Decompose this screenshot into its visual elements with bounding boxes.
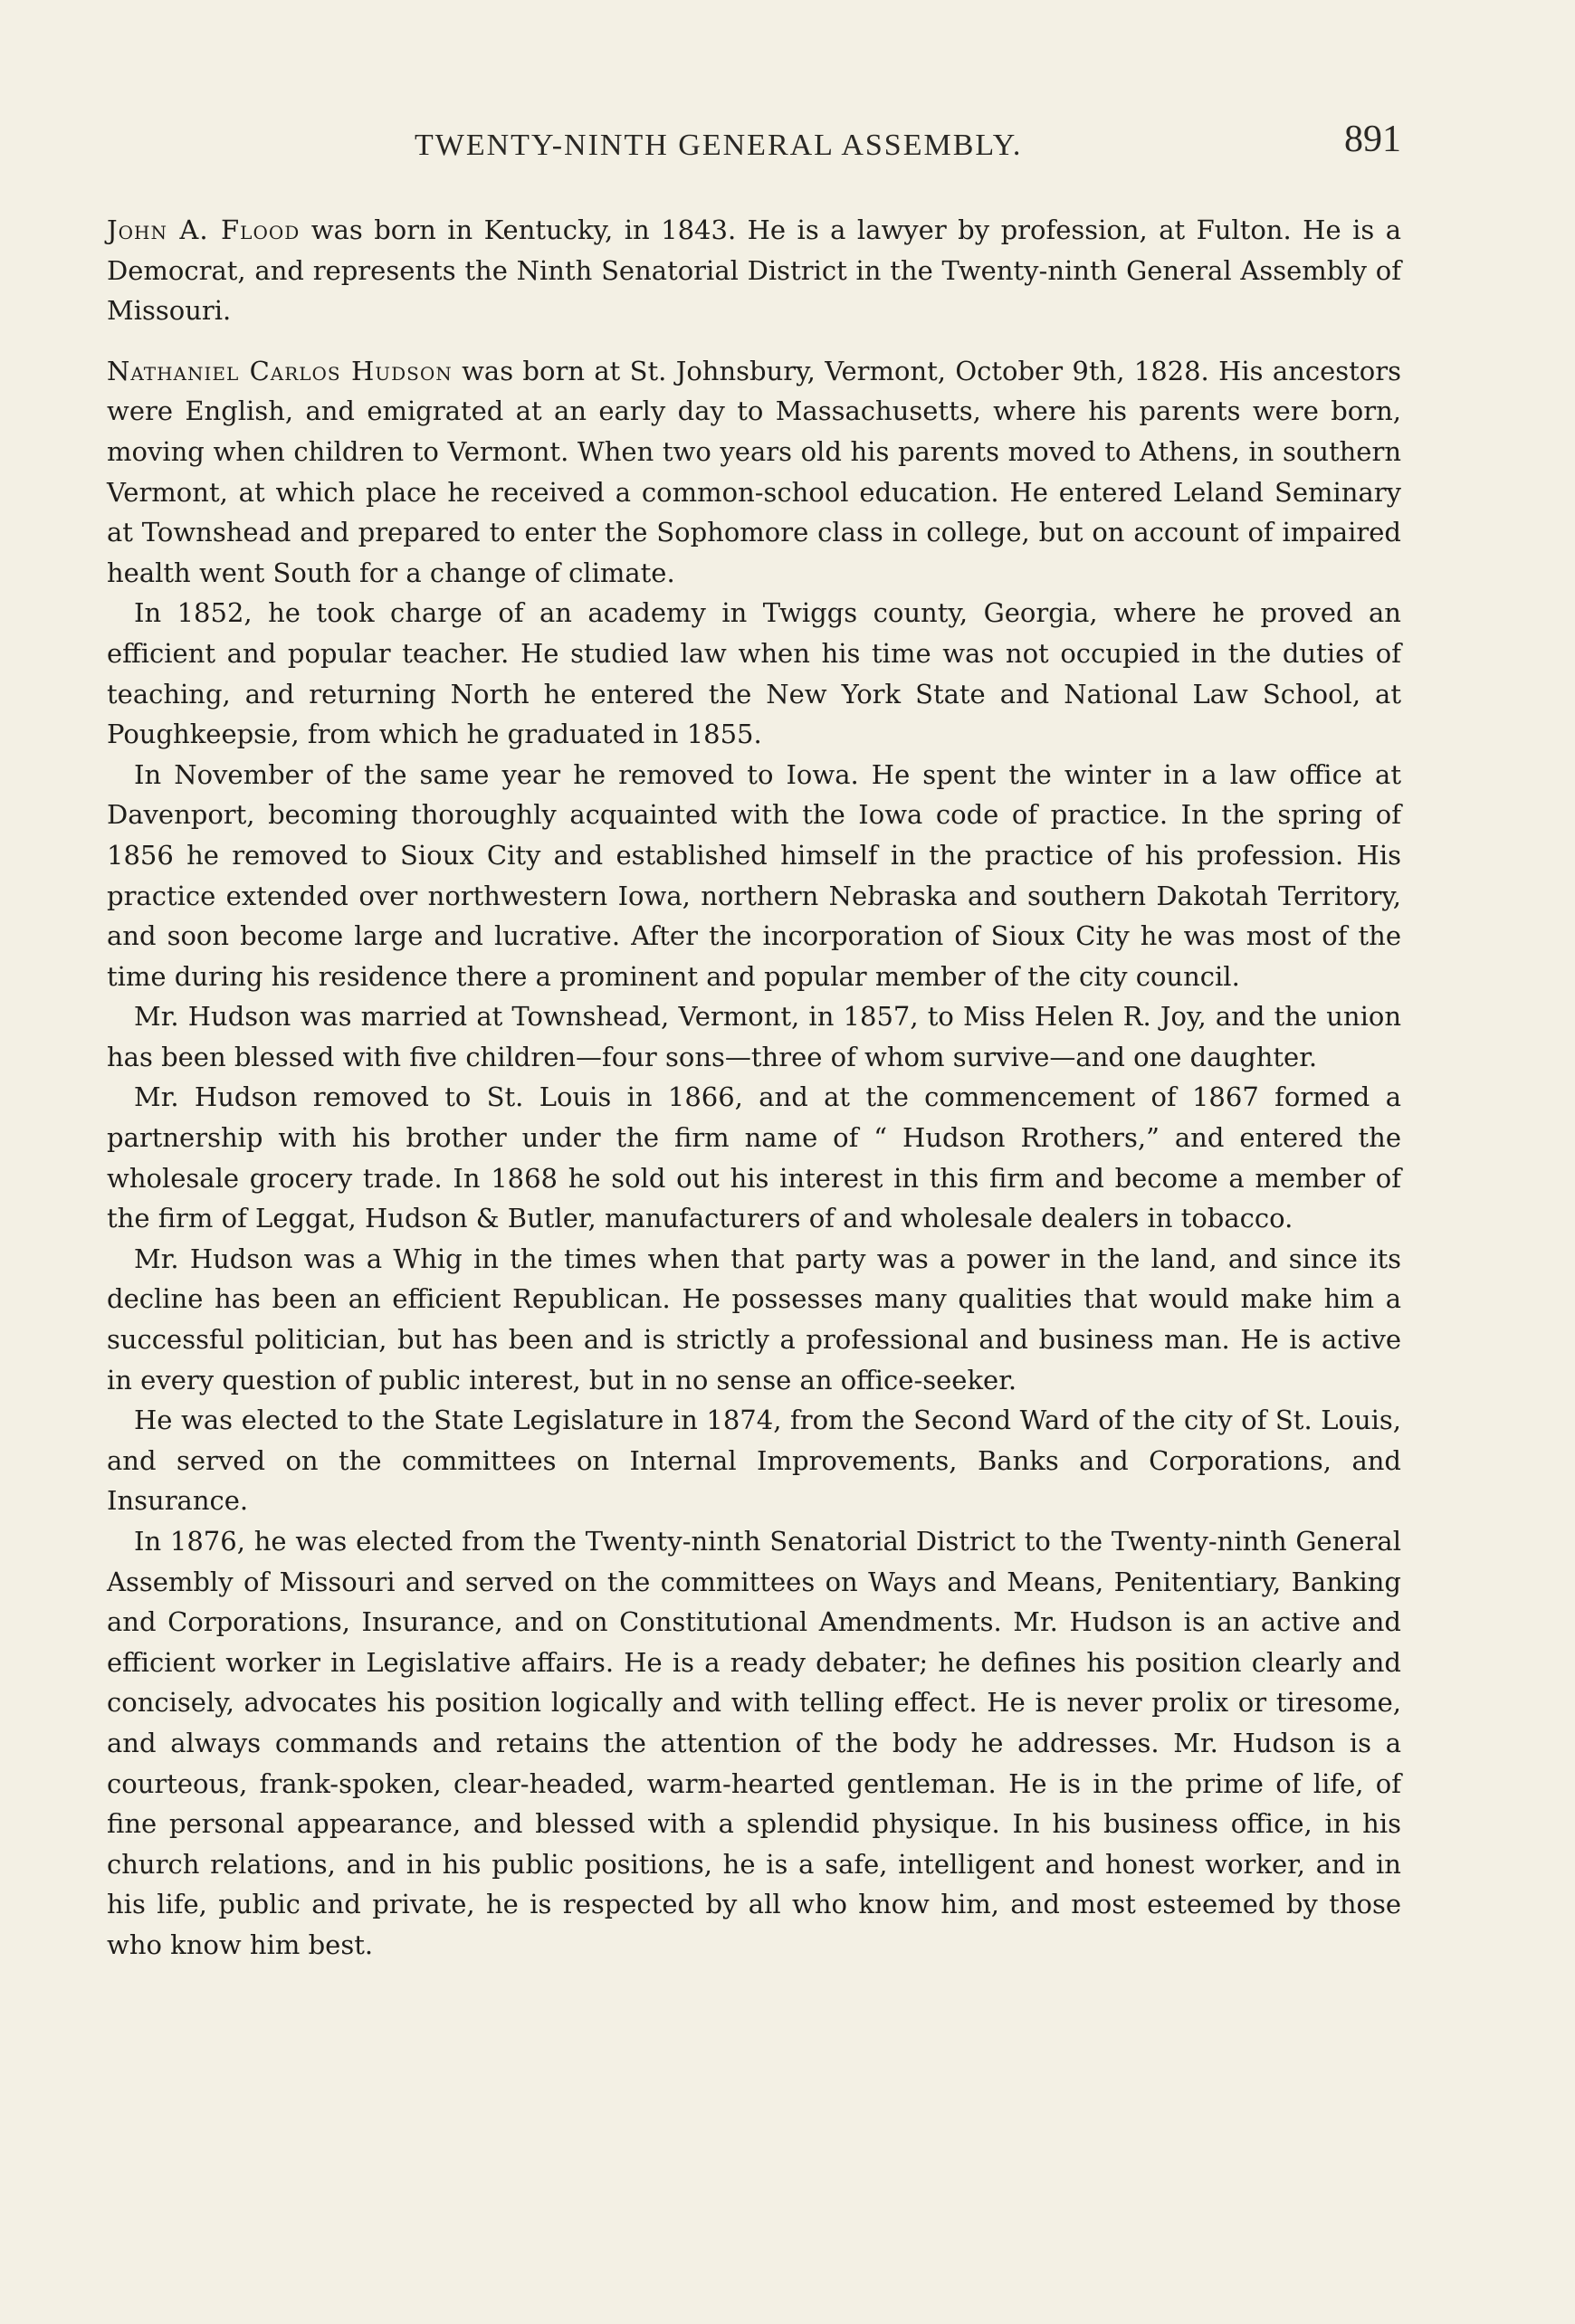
entry-hudson-paragraph-4: Mr. Hudson was married at Townshead, Vermont, in 1857, to Miss Helen R. Joy, and the union has been blessed with five children—four sons—three of whom survive—and one daughter. xyxy=(107,1001,1401,1072)
page-header xyxy=(107,118,1401,172)
entry-hudson-paragraph-1 xyxy=(107,351,1401,594)
entry-hudson-paragraph-8: In 1876, he was elected from the Twenty-ninth Senatorial District to the Twenty-ninth General Assembly of Missouri and served on the committees on Ways and Means, Penitentiary, Banking and Corporations, Insurance, and on Constitutional Amendments. Mr. Hudson is an active and efficient worker in Legislative affairs. He is a ready debater; he defines his position clearly and concisely, advocates his position logically and with telling effect. He is never prolix or tiresome, and always commands and retains the attention of the body he addresses. Mr. Hudson is a courteous, frank-spoken, clear-headed, warm-hearted gentleman. He is in the prime of life, of fine personal appearance, and blessed with a splendid physique. In his business office, in his church relations, and in his public positions, he is a safe, intelligent and honest worker, and in his life, public and private, he is respected by all who know him, and most esteemed by those who know him best. xyxy=(107,1526,1401,1960)
entry-hudson-paragraph-6: Mr. Hudson was a Whig in the times when that party was a power in the land, and since its decline has been an efficient Republican. He possesses many qualities that would make him a successful politician, but has been and is strictly a professional and business man. He is active in every question of public interest, but in no sense an office-seeker. xyxy=(107,1243,1401,1395)
page-body xyxy=(107,210,1401,1966)
entry-hudson-paragraph-2: In 1852, he took charge of an academy in Twiggs county, Georgia, where he proved an efficient and popular teacher. He studied law when his time was not occupied in the duties of teaching, and returning North he entered the New York State and National Law School, at Poughkeepsie, from which he graduated in 1855. xyxy=(107,597,1401,750)
running-title: TWENTY-NINTH GENERAL ASSEMBLY. xyxy=(415,129,1023,162)
entry-hudson-paragraph-3: In November of the same year he removed to Iowa. He spent the winter in a law office at Davenport, becoming thoroughly acquainted with the Iowa code of practice. In the spring of 1856 he removed to Sioux City and established himself in the practice of his profession. His practice extended over northwestern Iowa, northern Nebraska and southern Dakotah Territory, and soon become large and lucrative. After the incorporation of Sioux City he was most of the time during his residence there a prominent and popular member of the city council. xyxy=(107,758,1401,992)
entry-hudson-paragraph-5: Mr. Hudson removed to St. Louis in 1866, and at the commencement of 1867 formed a partnership with his brother under the firm name of “ Hudson Rrothers,” and entered the wholesale grocery trade. In 1868 he sold out his interest in this firm and become a member of the firm of Leggat, Hudson & Butler, manufacturers of and wholesale dealers in tobacco. xyxy=(107,1081,1401,1234)
entry-hudson-paragraph-7: He was elected to the State Legislature in 1874, from the Second Ward of the city of St. Louis, and served on the committees on Internal Improvements, Banks and Corporations, and Insurance. xyxy=(107,1405,1401,1517)
entry-name: John A. Flood xyxy=(107,214,301,245)
paragraph-text: was born at St. Johnsbury, Vermont, October 9th, 1828. His ancestors were English, and emigrated at an early day to Massachusetts, where his parents were born, moving when children to Vermont. When two years old his parents moved to Athens, in southern Vermont, at which place he received a common-school education. He entered Leland Seminary at Townshead and prepared to enter the Sophomore class in college, but on account of impaired health went South for a change of climate. xyxy=(107,355,1402,588)
page-number: 891 xyxy=(1344,119,1401,160)
entry-name: Nathaniel Carlos Hudson xyxy=(107,355,453,386)
paragraph-text: was born in Kentucky, in 1843. He is a lawyer by profession, at Fulton. He is a Democrat, and represents the Ninth Senatorial District in the Twenty-ninth General Assembly of Missouri. xyxy=(107,214,1401,327)
entry-flood-paragraph-1 xyxy=(107,210,1401,331)
